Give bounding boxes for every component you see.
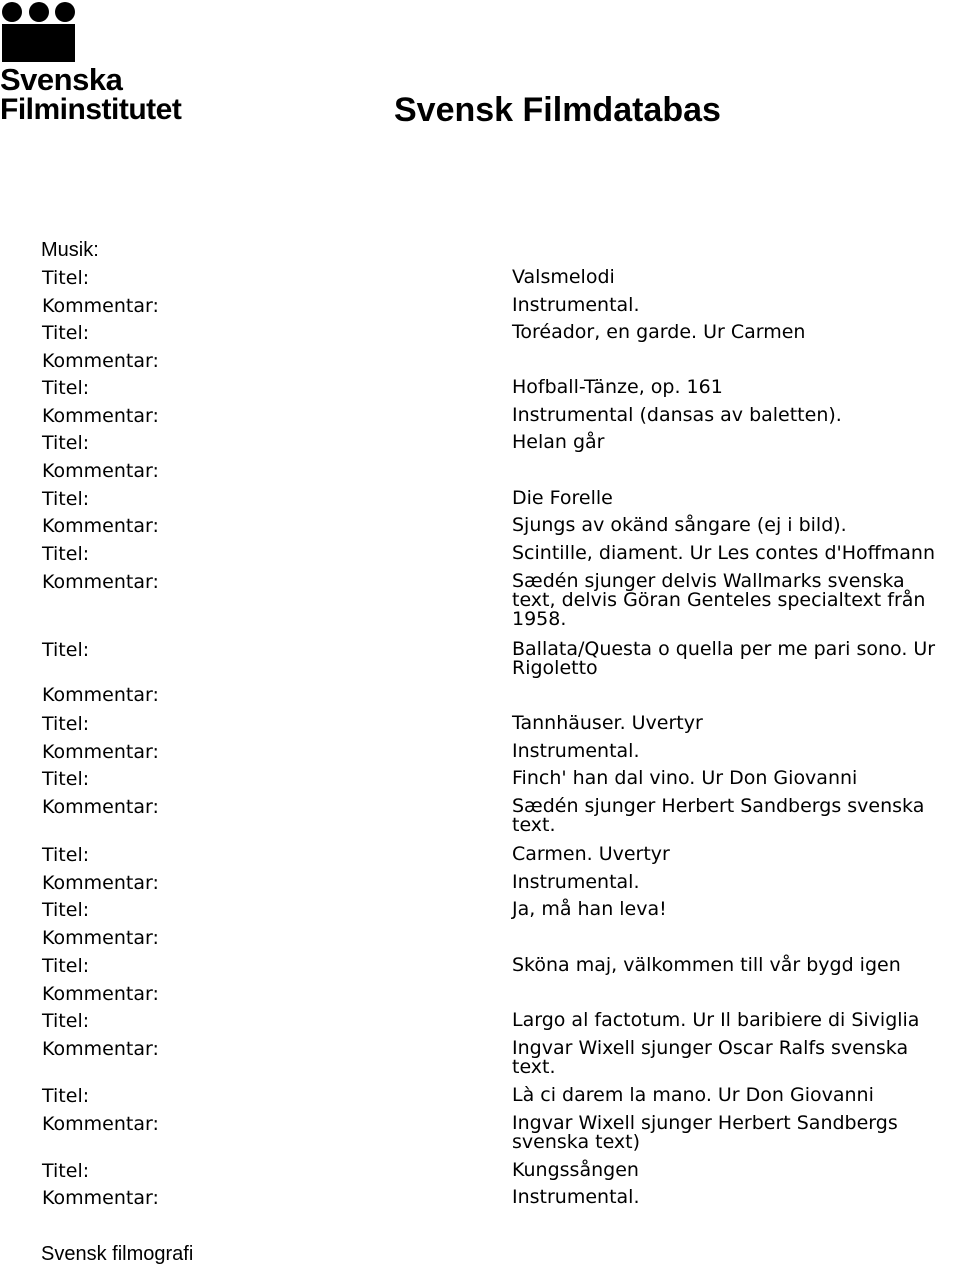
titel-label: Titel: <box>42 267 90 289</box>
logo-text-line1: Svenska <box>0 62 123 97</box>
titel-value: Valsmelodi <box>512 266 615 288</box>
kommentar-label: Kommentar: <box>42 872 159 894</box>
kommentar-value: Instrumental. <box>512 740 640 762</box>
kommentar-label: Kommentar: <box>42 405 159 427</box>
titel-value: Tannhäuser. Uvertyr <box>512 712 703 734</box>
titel-label: Titel: <box>42 899 90 921</box>
section-heading-musik: Musik: <box>41 239 99 261</box>
kommentar-value: Instrumental. <box>512 294 640 316</box>
titel-value: Ballata/Questa o quella per me pari sono. Ur Rigoletto <box>512 638 936 679</box>
titel-label: Titel: <box>42 543 90 565</box>
section-heading-filmografi: Svensk filmografi <box>41 1243 194 1265</box>
page-title: Svensk Filmdatabas <box>394 91 721 129</box>
kommentar-value: Instrumental. <box>512 1186 640 1208</box>
kommentar-label: Kommentar: <box>42 571 159 593</box>
titel-value: Kungssången <box>512 1159 639 1181</box>
kommentar-label: Kommentar: <box>42 983 159 1005</box>
titel-label: Titel: <box>42 713 90 735</box>
kommentar-label: Kommentar: <box>42 796 159 818</box>
kommentar-label: Kommentar: <box>42 350 159 372</box>
kommentar-value: Sædén sjunger Herbert Sandbergs svenska text. <box>512 795 925 836</box>
kommentar-label: Kommentar: <box>42 1187 159 1209</box>
titel-label: Titel: <box>42 768 90 790</box>
kommentar-label: Kommentar: <box>42 1038 159 1060</box>
titel-label: Titel: <box>42 1085 90 1107</box>
titel-value: Sköna maj, välkommen till vår bygd igen <box>512 954 901 976</box>
titel-label: Titel: <box>42 1010 90 1032</box>
titel-value: Die Forelle <box>512 487 613 509</box>
titel-label: Titel: <box>42 1160 90 1182</box>
titel-label: Titel: <box>42 432 90 454</box>
titel-value: Là ci darem la mano. Ur Don Giovanni <box>512 1084 874 1106</box>
titel-label: Titel: <box>42 488 90 510</box>
logo-text-line2: Filminstitutet <box>0 93 182 126</box>
kommentar-label: Kommentar: <box>42 515 159 537</box>
kommentar-label: Kommentar: <box>42 1113 159 1135</box>
titel-label: Titel: <box>42 955 90 977</box>
titel-value: Toréador, en garde. Ur Carmen <box>512 321 806 343</box>
titel-value: Scintille, diament. Ur Les contes d'Hoffmann <box>512 542 935 564</box>
titel-value: Hofball-Tänze, op. 161 <box>512 376 723 398</box>
kommentar-value: Ingvar Wixell sjunger Oscar Ralfs svenska text. <box>512 1037 909 1078</box>
titel-value: Helan går <box>512 431 605 453</box>
titel-value: Finch' han dal vino. Ur Don Giovanni <box>512 767 858 789</box>
kommentar-label: Kommentar: <box>42 927 159 949</box>
titel-value: Largo al factotum. Ur Il baribiere di Siviglia <box>512 1009 920 1031</box>
kommentar-label: Kommentar: <box>42 460 159 482</box>
kommentar-value: Instrumental. <box>512 871 640 893</box>
titel-label: Titel: <box>42 377 90 399</box>
kommentar-value: Sædén sjunger delvis Wallmarks svenska text, delvis Göran Genteles specialtext från 1958. <box>512 570 926 630</box>
titel-value: Ja, må han leva! <box>512 898 667 920</box>
kommentar-label: Kommentar: <box>42 295 159 317</box>
titel-label: Titel: <box>42 844 90 866</box>
kommentar-label: Kommentar: <box>42 684 159 706</box>
kommentar-value: Instrumental (dansas av baletten). <box>512 404 842 426</box>
kommentar-label: Kommentar: <box>42 741 159 763</box>
titel-label: Titel: <box>42 639 90 661</box>
titel-label: Titel: <box>42 322 90 344</box>
titel-value: Carmen. Uvertyr <box>512 843 670 865</box>
kommentar-value: Sjungs av okänd sångare (ej i bild). <box>512 514 847 536</box>
kommentar-value: Ingvar Wixell sjunger Herbert Sandbergs svenska text) <box>512 1112 898 1153</box>
